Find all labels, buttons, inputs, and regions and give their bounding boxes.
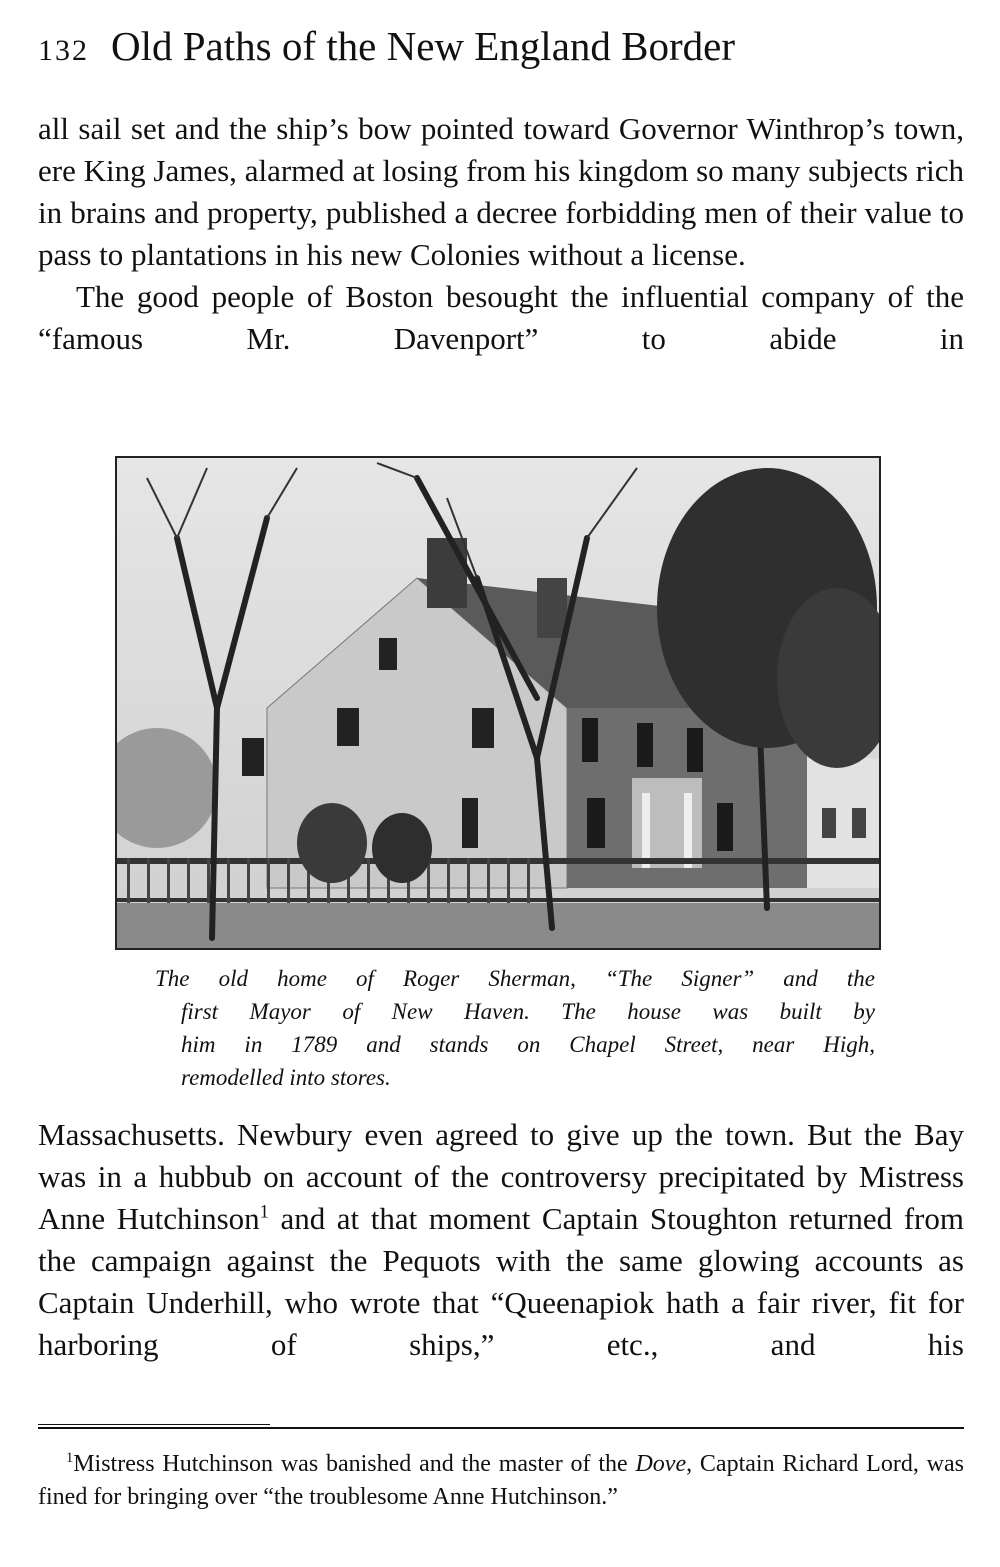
paragraph-text: and at that moment Captain Stoughton returned from the campaign against the Pequots with the same glowing accounts as Captain Underhill, who wrote that “Queenapiok hath a fair river, fit for harboring of ships,” etc., and his <box>38 1201 964 1362</box>
page-header <box>38 22 960 78</box>
house-photograph <box>115 456 881 950</box>
caption-line: remodelled into stores. <box>181 1065 391 1090</box>
caption-line: first Mayor of New Haven. The house was built by <box>181 999 875 1024</box>
footnote-text: , Captain Richard Lord, was fined for bringing over “the troublesome Anne Hutchinson.” <box>38 1451 964 1510</box>
footnote-reference: 1 <box>259 1201 269 1223</box>
footnote-body <box>38 1448 964 1514</box>
footnote <box>38 1448 964 1514</box>
paragraph <box>38 1114 964 1366</box>
paragraph-text: Massachusetts. Newbury even agreed to give up the town. But the Bay was in a hubbub on account of the controversy precipitated by Mistress Anne Hutchinson <box>38 1117 964 1236</box>
paragraph: The good people of Boston besought the influential company of the “famous Mr. Davenport” to abide in <box>38 279 964 356</box>
caption-line: The old home of Roger Sherman, “The Signer” and the <box>155 966 875 991</box>
footnote-text: Mistress Hutchinson was banished and the master of the <box>73 1451 636 1477</box>
body-text-bottom <box>38 1114 964 1366</box>
caption-line: him in 1789 and stands on Chapel Street, near High, <box>181 1032 875 1057</box>
footnote-rule-short <box>38 1424 270 1425</box>
paragraph: all sail set and the ship’s bow pointed toward Governor Winthrop’s town, ere King James, alarmed at losing from his kingdom so many subjects rich in brains and property, published a decree forbidding men of their value to pass to plantations in his new Colonies without a license. <box>38 111 964 272</box>
body-text-top <box>38 108 964 360</box>
photo-illustration <box>117 458 879 948</box>
footnote-rule <box>38 1427 964 1429</box>
page-number: 132 <box>38 34 89 67</box>
running-title: Old Paths of the New England Border <box>111 23 735 69</box>
ship-name: Dove <box>635 1451 687 1477</box>
footnote-marker: 1 <box>66 1450 74 1466</box>
figure-caption <box>155 962 875 1094</box>
